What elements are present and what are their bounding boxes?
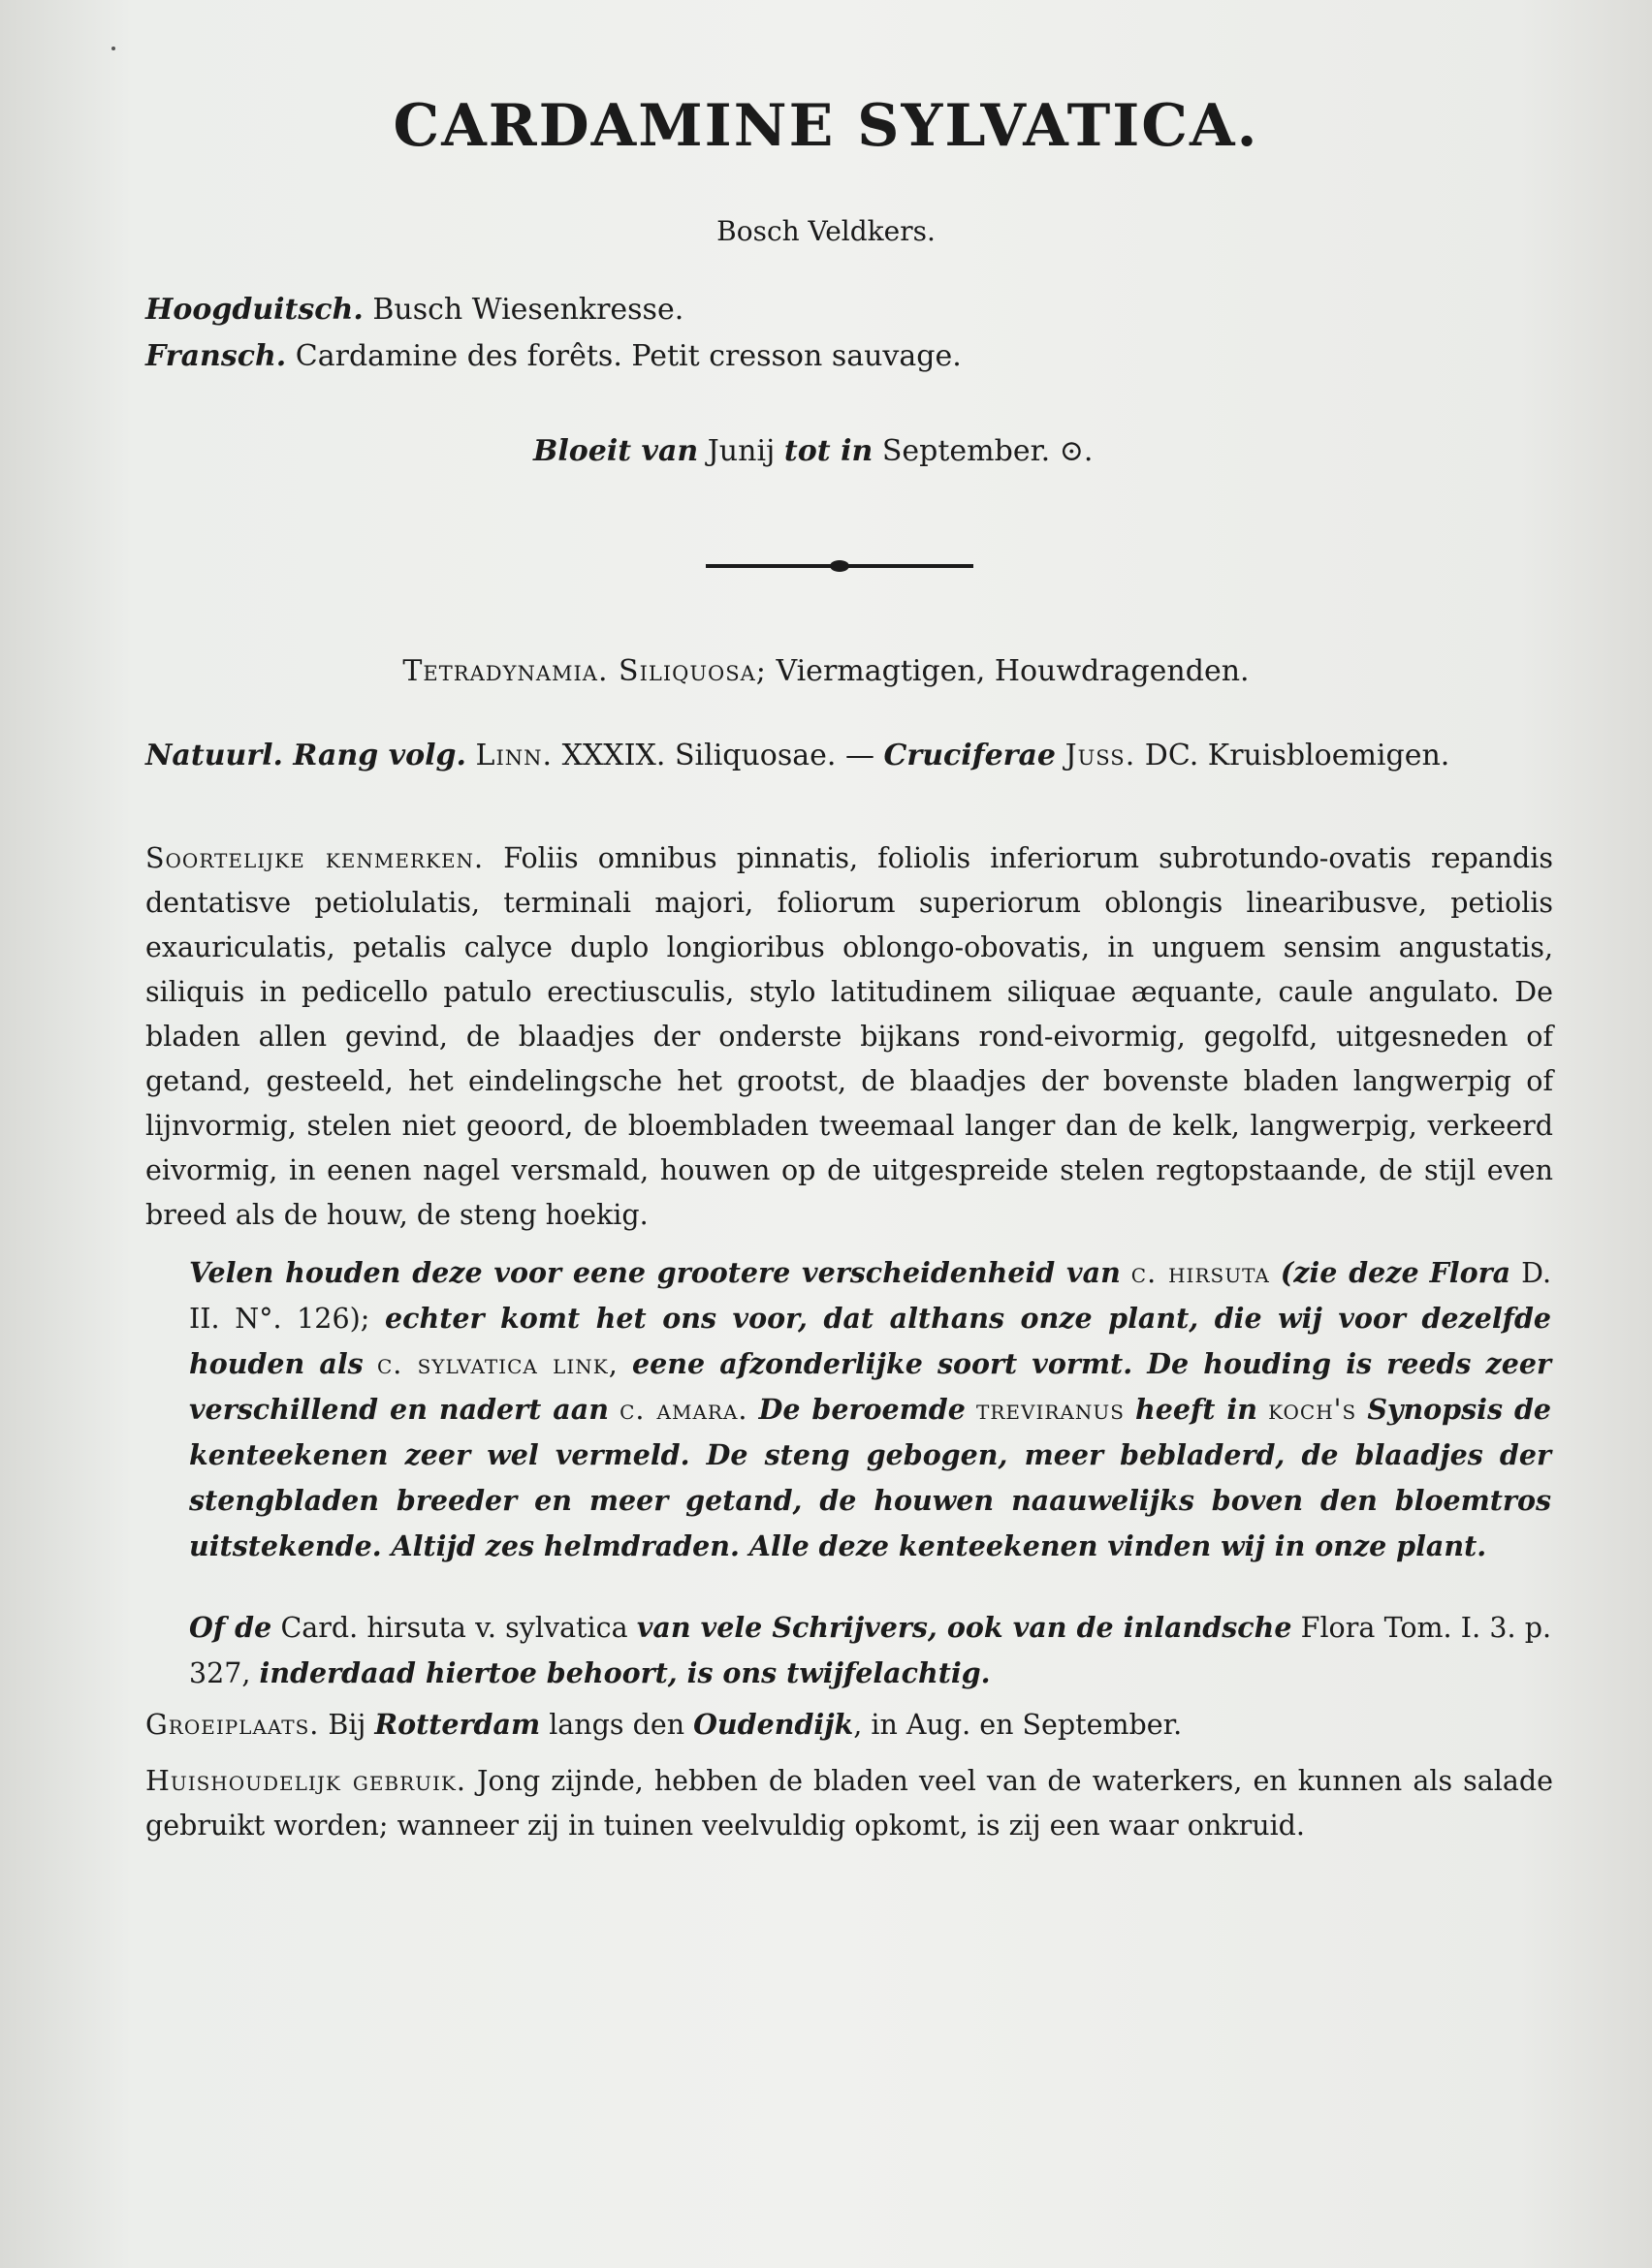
velen-s2: c. sylvatica link, — [376, 1348, 619, 1380]
velen-s4: treviranus — [976, 1394, 1125, 1426]
natural-rank-line — [145, 739, 1449, 772]
habitat-line — [145, 1708, 1182, 1741]
groei-d: Oudendijk — [693, 1708, 854, 1741]
habitat-label: Groeiplaats. — [145, 1709, 320, 1741]
velen-p1: Velen houden deze voor eene grootere verscheidenheid van — [189, 1256, 1121, 1289]
velen-p9: Synopsis de kenteekenen zeer wel vermeld. De steng gebogen, meer bebladerd, de blaadjes der stengbladen breeder en meer getand, de houwen naauwelijks boven den bloemtros uitstekende. Altijd zes helmdraden. Alle deze kenteekenen vinden wij in onze plant. — [189, 1393, 1552, 1562]
speck — [111, 47, 115, 50]
bloom-d: September. — [881, 434, 1051, 468]
name-french-text: Cardamine des forêts. Petit cresson sauvage. — [295, 339, 962, 373]
subtitle: Bosch Veldkers. — [716, 215, 936, 247]
annual-symbol: ⊙. — [1059, 434, 1094, 468]
cruciferae: Cruciferae — [883, 739, 1057, 772]
velen-s1: c. hirsuta — [1130, 1257, 1270, 1289]
classification-class: Tetradynamia. Siliquosa; — [402, 654, 767, 688]
velen-p6: eene afzonderlijke soort vormt. De houding is reeds zeer verschillend en nadert aan — [189, 1347, 1552, 1426]
ofde-a: Of de — [189, 1611, 272, 1644]
juss-abbrev: Juss. — [1064, 739, 1136, 772]
velen-p2: (zie deze — [1280, 1256, 1419, 1289]
classification-rest: Viermagtigen, Houwdragenden. — [776, 654, 1250, 688]
velen-p5: echter komt het ons voor, dat althans onze plant, die wij voor dezelfde houden als — [189, 1302, 1552, 1380]
bloom-a: Bloeit van — [533, 434, 699, 468]
ofde-e: Flora — [1300, 1612, 1376, 1644]
ofde-b: Card. — [280, 1612, 359, 1644]
groei-c: langs den — [549, 1709, 685, 1741]
ofde-d: van vele Schrijvers, ook van de inlandsche — [636, 1611, 1292, 1644]
velen-p7: De beroemde — [758, 1393, 966, 1426]
species-characters-text: Foliis omnibus pinnatis, foliolis inferiorum subrotundo-ovatis repandis dentatisve petiolulatis, terminali majori, foliorum superiorum oblongis linearibusve, petiolis exauriculatis, petalis calyce duplo longioribus oblongo-obovatis, in unguem sensim angustatis, siliquis in pedicello patulo erectiusculis, stylo latitudinem siliquae æquante, caule angulato. De bladen allen gevind, de blaadjes der onderste bijkans rond-eivormig, gegolfd, uitgesneden of getand, gesteeld, het eindelingsche het grootst, de blaadjes der bovenste bladen langwerpig of lijnvormig, stelen niet geoord, de bloembladen tweemaal langer dan de kelk, langwerpig, verkeerd eivormig, in eenen nagel versmald, houwen op de uitgespreide stelen regtopstaande, de stijl even breed als de houw, de steng hoekig. — [145, 842, 1554, 1231]
velen-p3: Flora — [1429, 1256, 1511, 1289]
bloom-line — [533, 434, 1093, 468]
name-french — [145, 339, 962, 373]
groei-b: Rotterdam — [374, 1708, 541, 1741]
velen-p8: heeft in — [1135, 1393, 1257, 1426]
page-title: CARDAMINE SYLVATICA. — [393, 92, 1259, 160]
velen-p4: D. II. N°. 126); — [189, 1257, 1552, 1335]
species-characters — [145, 836, 1553, 1238]
household-use-text: Jong zijnde, hebben de bladen veel van de waterkers, en kunnen als salade gebruikt worden; wanneer zij in tuinen veelvuldig opkomt, is zij een waar onkruid. — [145, 1765, 1553, 1842]
velen-s5: koch's — [1268, 1394, 1357, 1426]
name-german-label: Hoogduitsch. — [145, 293, 364, 327]
of-de-paragraph — [189, 1605, 1551, 1696]
natural-rank-label: Natuurl. Rang volg. — [145, 739, 466, 772]
natural-rank-rest1: XXXIX. Siliquosae. — — [561, 739, 874, 772]
ofde-c: hirsuta v. sylvatica — [366, 1612, 628, 1644]
groei-e: , in Aug. en September. — [853, 1709, 1183, 1741]
ornamental-rule — [706, 564, 973, 568]
name-german-text: Busch Wiesenkresse. — [372, 293, 684, 327]
natural-rank-rest2: DC. Kruisbloemigen. — [1144, 739, 1450, 772]
classification-line — [0, 654, 1652, 688]
name-french-label: Fransch. — [145, 339, 287, 373]
bloom-b: Junij — [707, 434, 776, 468]
velen-s3: c. amara. — [620, 1394, 748, 1426]
species-characters-label: Soortelijke kenmerken. — [145, 842, 485, 874]
name-german — [145, 293, 683, 327]
bloom-c: tot in — [783, 434, 874, 468]
linn-abbrev: Linn. — [475, 739, 554, 772]
household-use-label: Huishoudelijk gebruik. — [145, 1765, 466, 1797]
ofde-f: Tom. I. 3. p. 327, — [189, 1612, 1552, 1689]
velen-paragraph — [189, 1250, 1551, 1569]
ofde-g: inderdaad hiertoe behoort, is ons twijfelachtig. — [259, 1656, 991, 1689]
household-use — [145, 1759, 1553, 1848]
groei-a: Bij — [328, 1709, 366, 1741]
